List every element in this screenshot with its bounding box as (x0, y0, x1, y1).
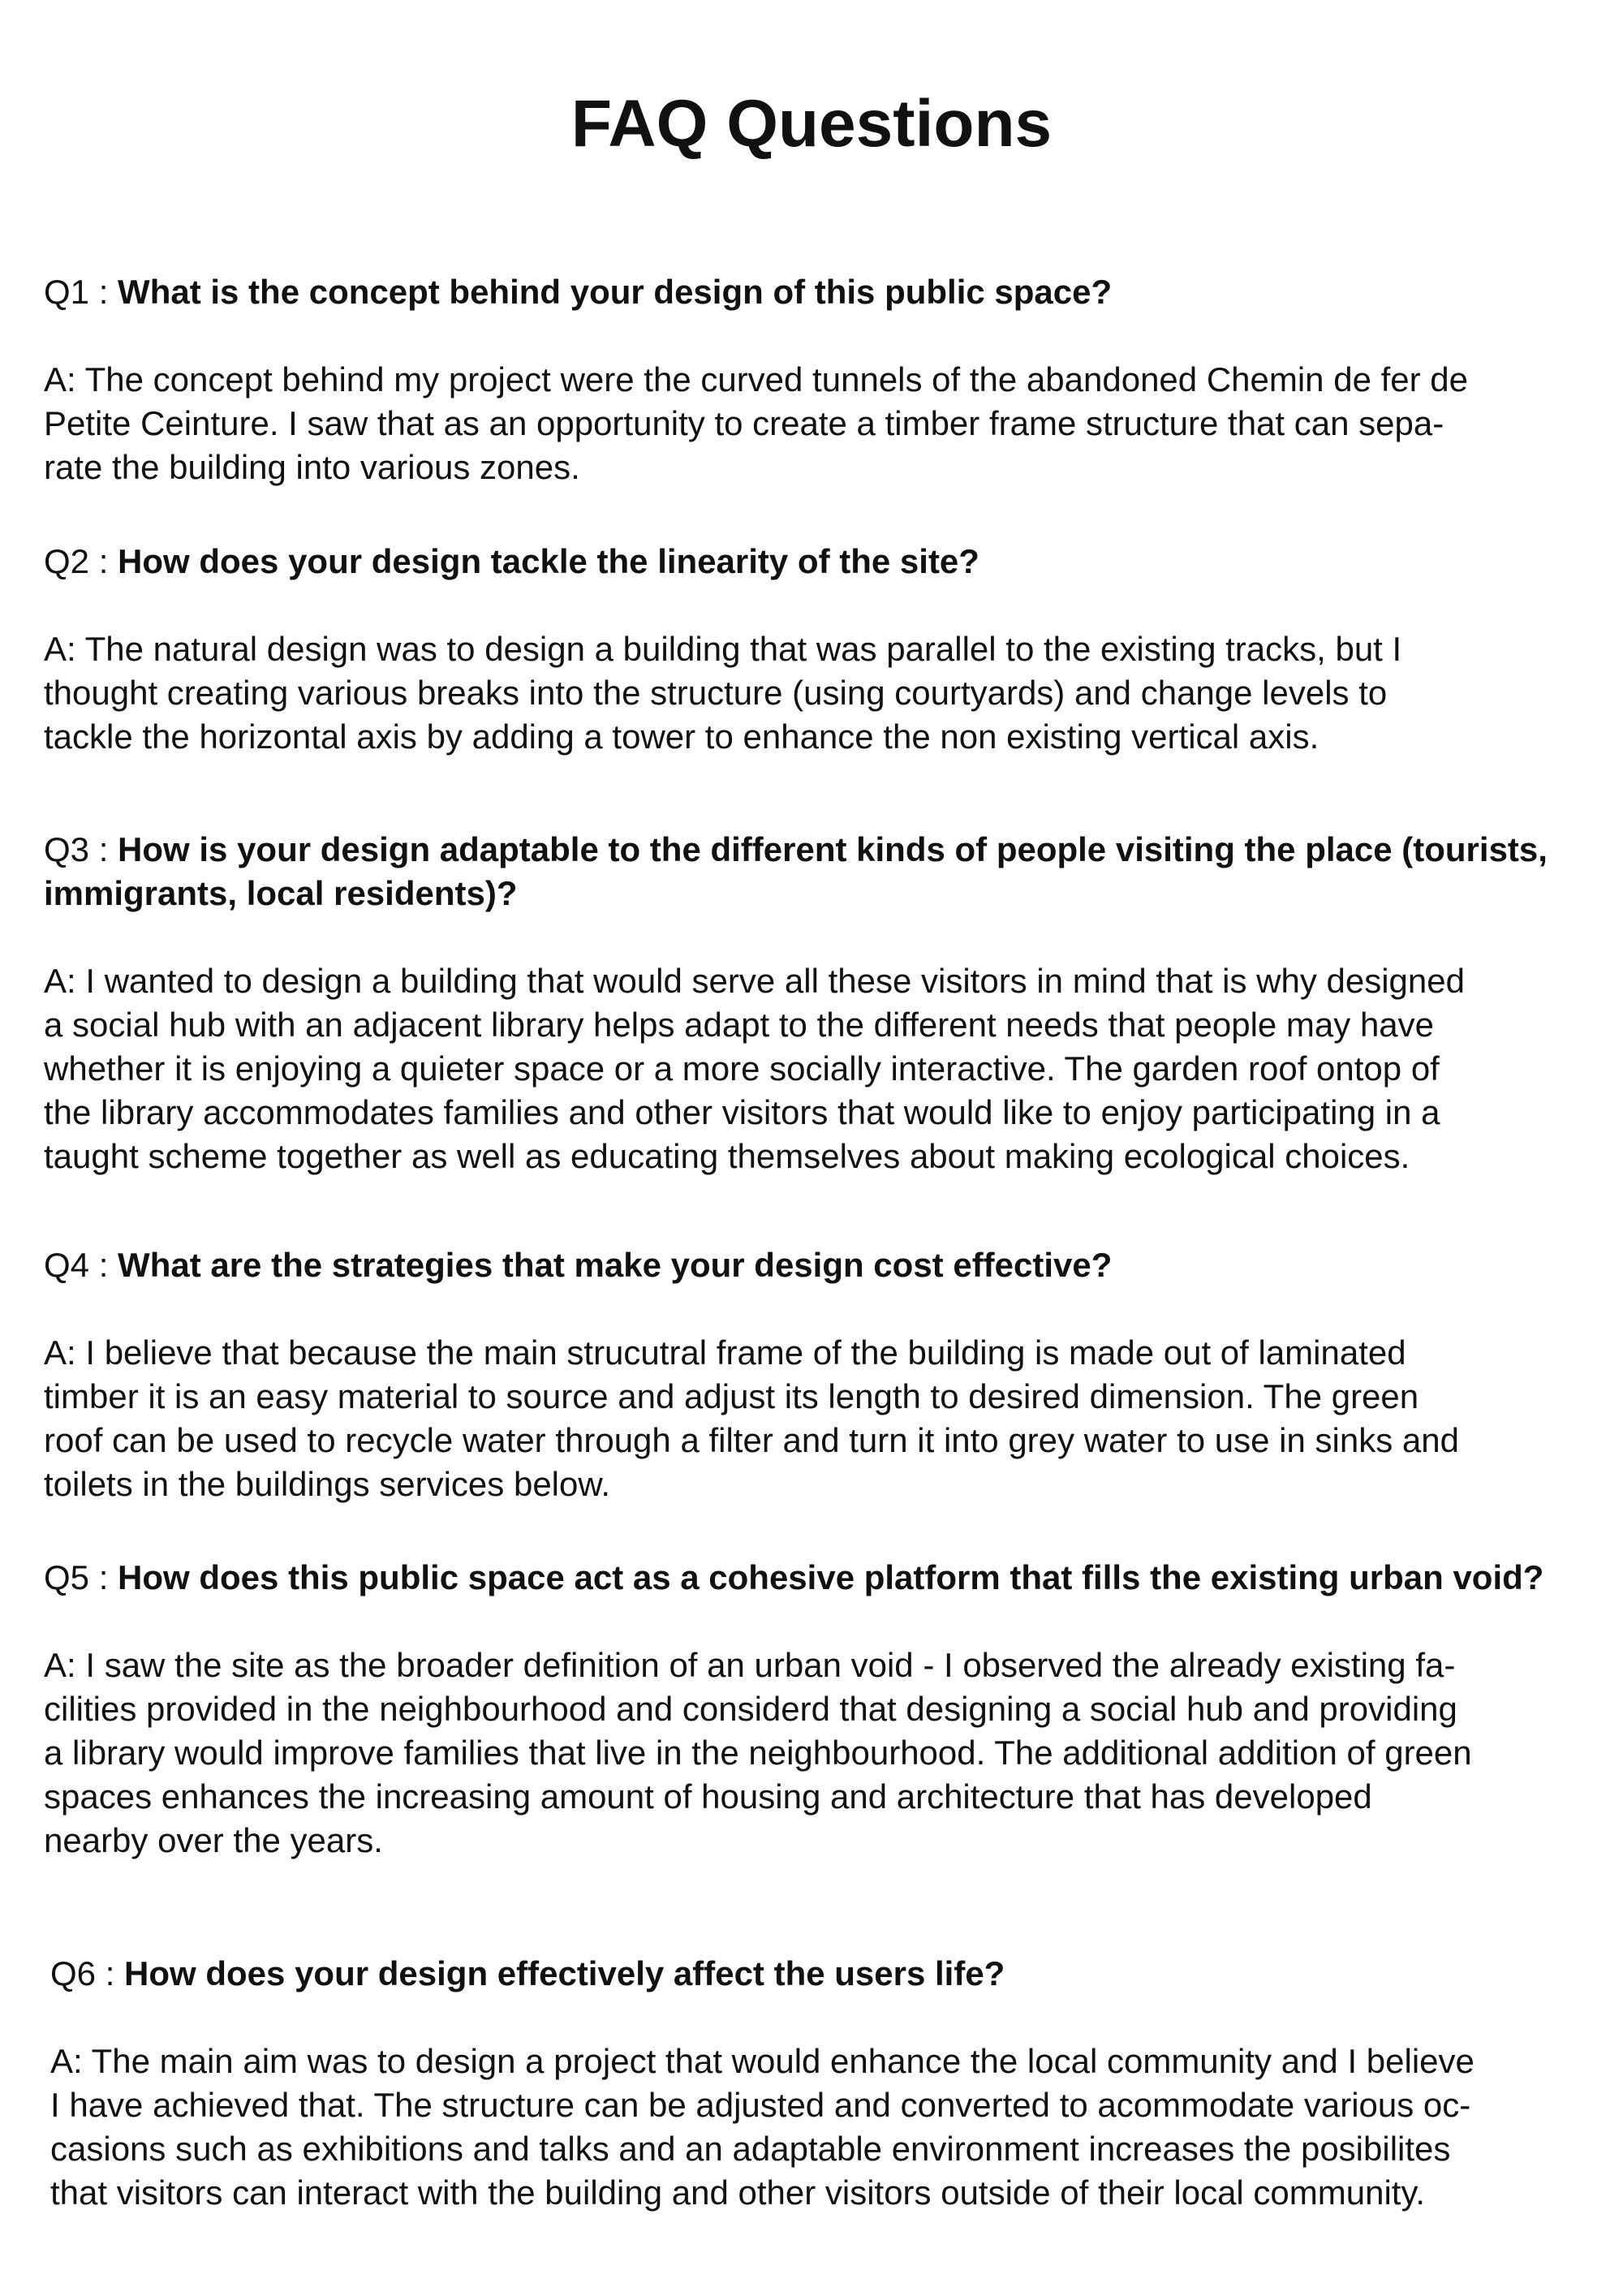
answer-line: rate the building into various zones. (44, 448, 580, 486)
question-2 (44, 540, 1602, 584)
answer-line: taught scheme together as well as educating themselves about making ecological choices. (44, 1137, 1410, 1175)
answer-line: tackle the horizontal axis by adding a tower to enhance the non existing vertical axis. (44, 717, 1319, 756)
answer-line: toilets in the buildings services below. (44, 1465, 611, 1503)
answer-line: a library would improve families that live in the neighbourhood. The additional addition of green (44, 1734, 1472, 1772)
answer-line: casions such as exhibitions and talks and an adaptable environment increases the posibilites (50, 2130, 1451, 2168)
answer-line: I have achieved that. The structure can be adjusted and converted to acommodate various oc- (50, 2086, 1471, 2124)
faq-item-2 (44, 540, 1602, 759)
question-label: Q3 : (44, 830, 118, 868)
faq-item-1 (44, 270, 1602, 489)
question-text: How does your design tackle the linearity of the site? (118, 542, 979, 580)
question-label: Q4 : (44, 1246, 118, 1284)
faq-item-6 (50, 1952, 1608, 2215)
question-text: How is your design adaptable to the different kinds of people visiting the place (tourists, immigrants, local residents)? (44, 830, 1548, 912)
answer-line: A: The natural design was to design a building that was parallel to the existing tracks, but I (44, 630, 1402, 668)
answer-line: the library accommodates families and other visitors that would like to enjoy participating in a (44, 1093, 1440, 1131)
answer-line: thought creating various breaks into the structure (using courtyards) and change levels to (44, 674, 1388, 712)
answer-line: roof can be used to recycle water through a filter and turn it into grey water to use in sinks and (44, 1421, 1459, 1459)
question-text: What is the concept behind your design of this public space? (118, 273, 1113, 311)
answer-line: timber it is an easy material to source and adjust its length to desired dimension. The green (44, 1377, 1419, 1415)
answer-line: spaces enhances the increasing amount of housing and architecture that has developed (44, 1777, 1372, 1816)
faq-item-5 (44, 1556, 1602, 1863)
answer-line: nearby over the years. (44, 1821, 383, 1859)
faq-item-3 (44, 828, 1602, 1178)
answer-line: whether it is enjoying a quieter space or a more socially interactive. The garden roof ontop of (44, 1049, 1440, 1088)
answer-line: Petite Ceinture. I saw that as an opportunity to create a timber frame structure that can sepa- (44, 404, 1444, 442)
answer-line: A: The concept behind my project were the curved tunnels of the abandoned Chemin de fer de (44, 360, 1468, 398)
answer-line: that visitors can interact with the building and other visitors outside of their local community. (50, 2173, 1426, 2212)
answer-line: A: I wanted to design a building that would serve all these visitors in mind that is why designed (44, 962, 1465, 1000)
question-5 (44, 1556, 1602, 1600)
page-title: FAQ Questions (570, 87, 1053, 161)
question-label: Q6 : (50, 1954, 125, 1992)
answer-line: A: The main aim was to design a project that would enhance the local community and I believe (50, 2042, 1474, 2080)
question-label: Q5 : (44, 1558, 118, 1596)
answer-line: a social hub with an adjacent library helps adapt to the different needs that people may have (44, 1006, 1435, 1044)
question-4 (44, 1243, 1602, 1287)
question-text: How does your design effectively affect the users life? (124, 1954, 1005, 1992)
question-text: What are the strategies that make your design cost effective? (118, 1246, 1113, 1284)
faq-item-4 (44, 1243, 1602, 1506)
answer-line: A: I believe that because the main strucutral frame of the building is made out of laminated (44, 1333, 1406, 1372)
question-3 (44, 828, 1602, 915)
question-label: Q2 : (44, 542, 118, 580)
question-label: Q1 : (44, 273, 118, 311)
question-6 (50, 1952, 1608, 1996)
question-1 (44, 270, 1602, 314)
question-text: How does this public space act as a cohesive platform that fills the existing urban void? (118, 1558, 1544, 1596)
answer-line: cilities provided in the neighbourhood and considerd that designing a social hub and providing (44, 1690, 1457, 1728)
answer-line: A: I saw the site as the broader definition of an urban void - I observed the already existing fa- (44, 1646, 1456, 1684)
